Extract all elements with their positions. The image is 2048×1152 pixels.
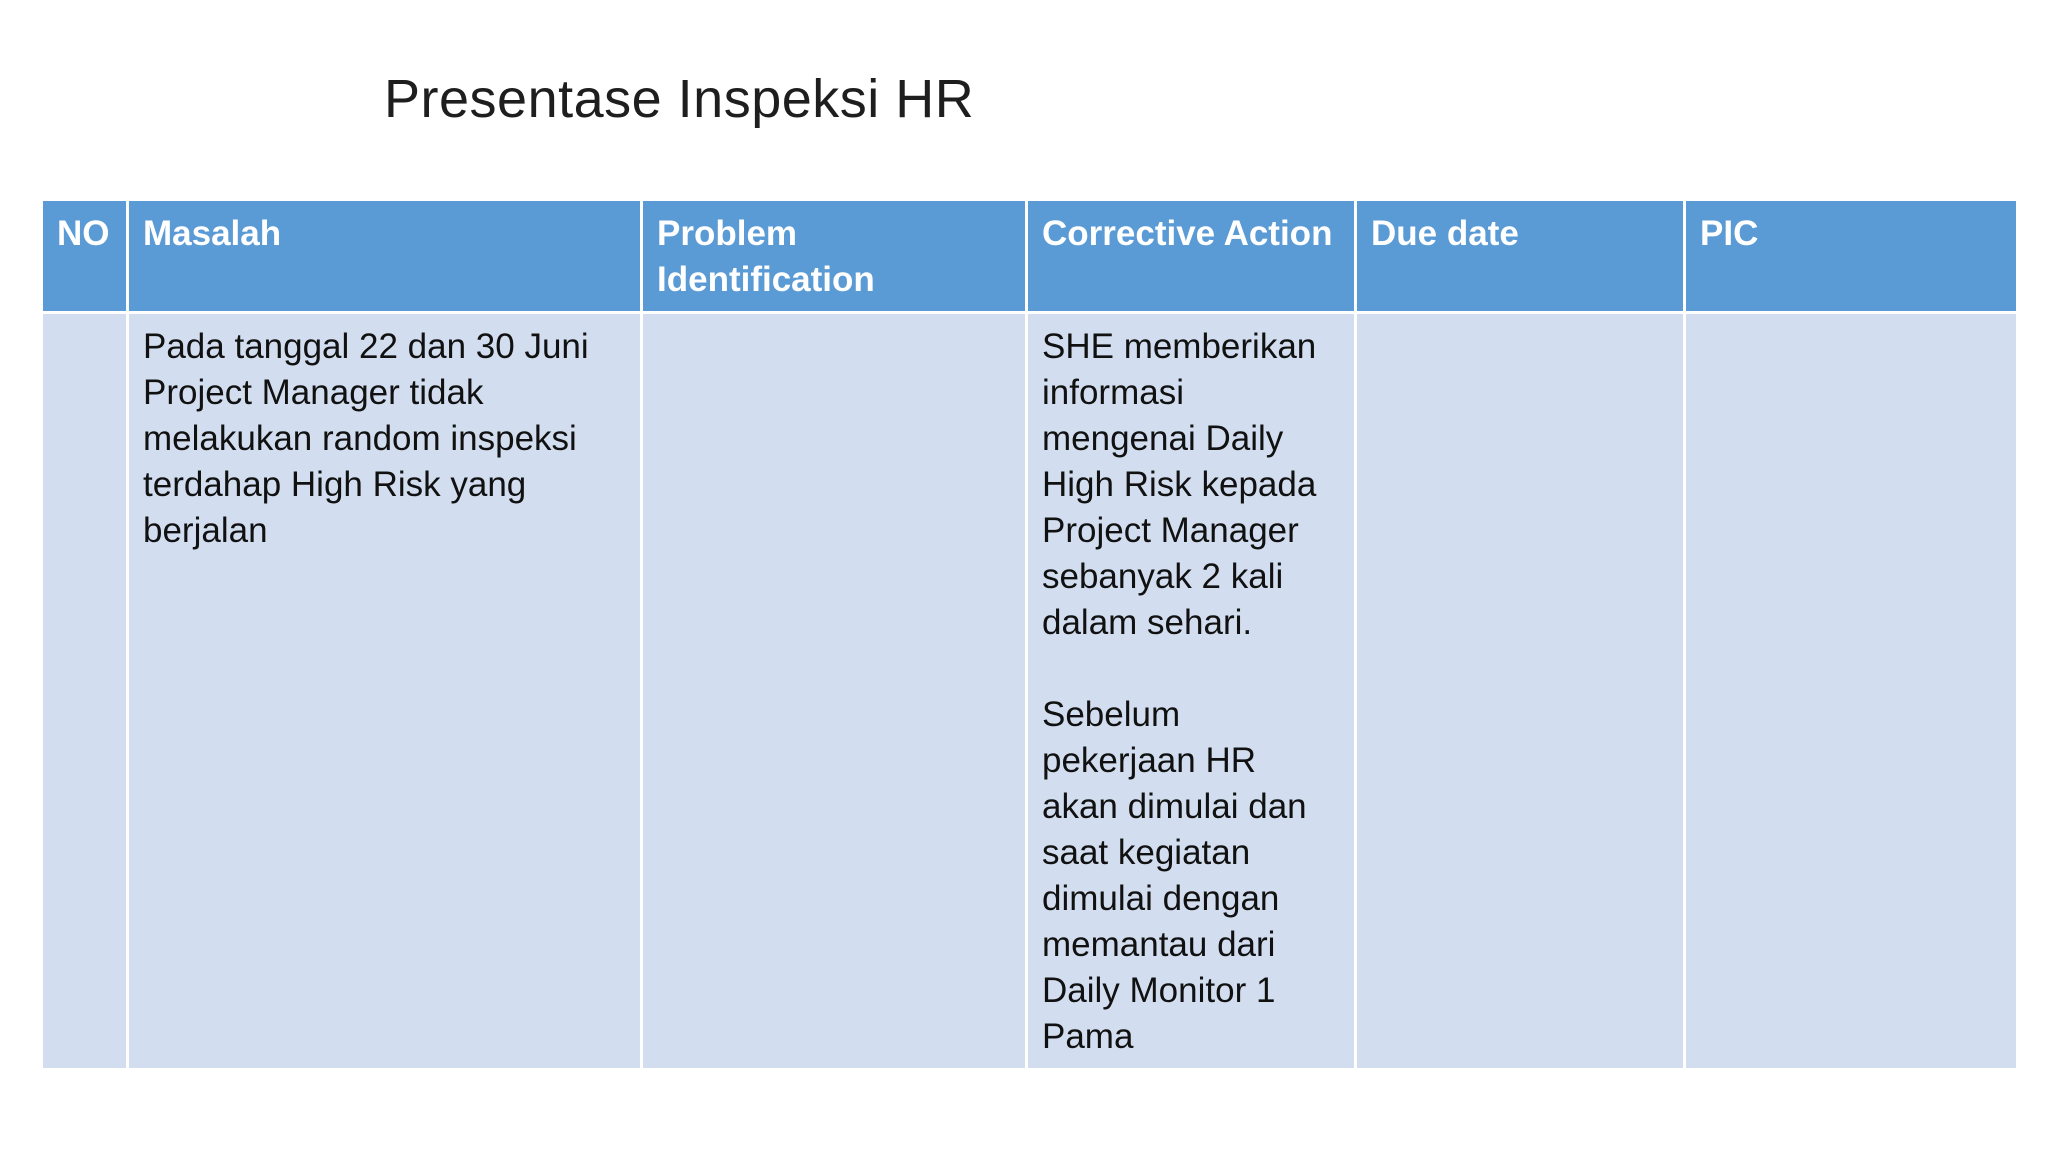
cell-pic — [1685, 313, 2018, 1070]
slide-title: Presentase Inspeksi HR — [384, 69, 975, 129]
cell-masalah-text: Pada tanggal 22 dan 30 Juni Project Manager tidak melakukan random inspeksi terdahap High Risk yang berjalan — [143, 327, 599, 550]
inspection-table — [40, 198, 2019, 1071]
header-corrective-action: Corrective Action — [1027, 200, 1356, 313]
cell-masalah — [128, 313, 642, 1070]
cell-due-date — [1356, 313, 1685, 1070]
table-row — [42, 313, 2018, 1070]
cell-corrective-action — [1027, 313, 1356, 1070]
header-no: NO — [42, 200, 128, 313]
header-pic: PIC — [1685, 200, 2018, 313]
header-masalah: Masalah — [128, 200, 642, 313]
cell-problem-identification — [642, 313, 1027, 1070]
table-header-row — [42, 200, 2018, 313]
header-problem-identification: Problem Identification — [642, 200, 1027, 313]
cell-no — [42, 313, 128, 1070]
header-due-date: Due date — [1356, 200, 1685, 313]
cell-corrective-action-text: SHE memberikan informasi mengenai Daily High Risk kepada Project Manager sebanyak 2 kali dalam sehari. Sebelum pekerjaan HR akan dimulai dan saat kegiatan dimulai dengan memantau dari Daily Monitor 1 Pama — [1042, 327, 1317, 1056]
